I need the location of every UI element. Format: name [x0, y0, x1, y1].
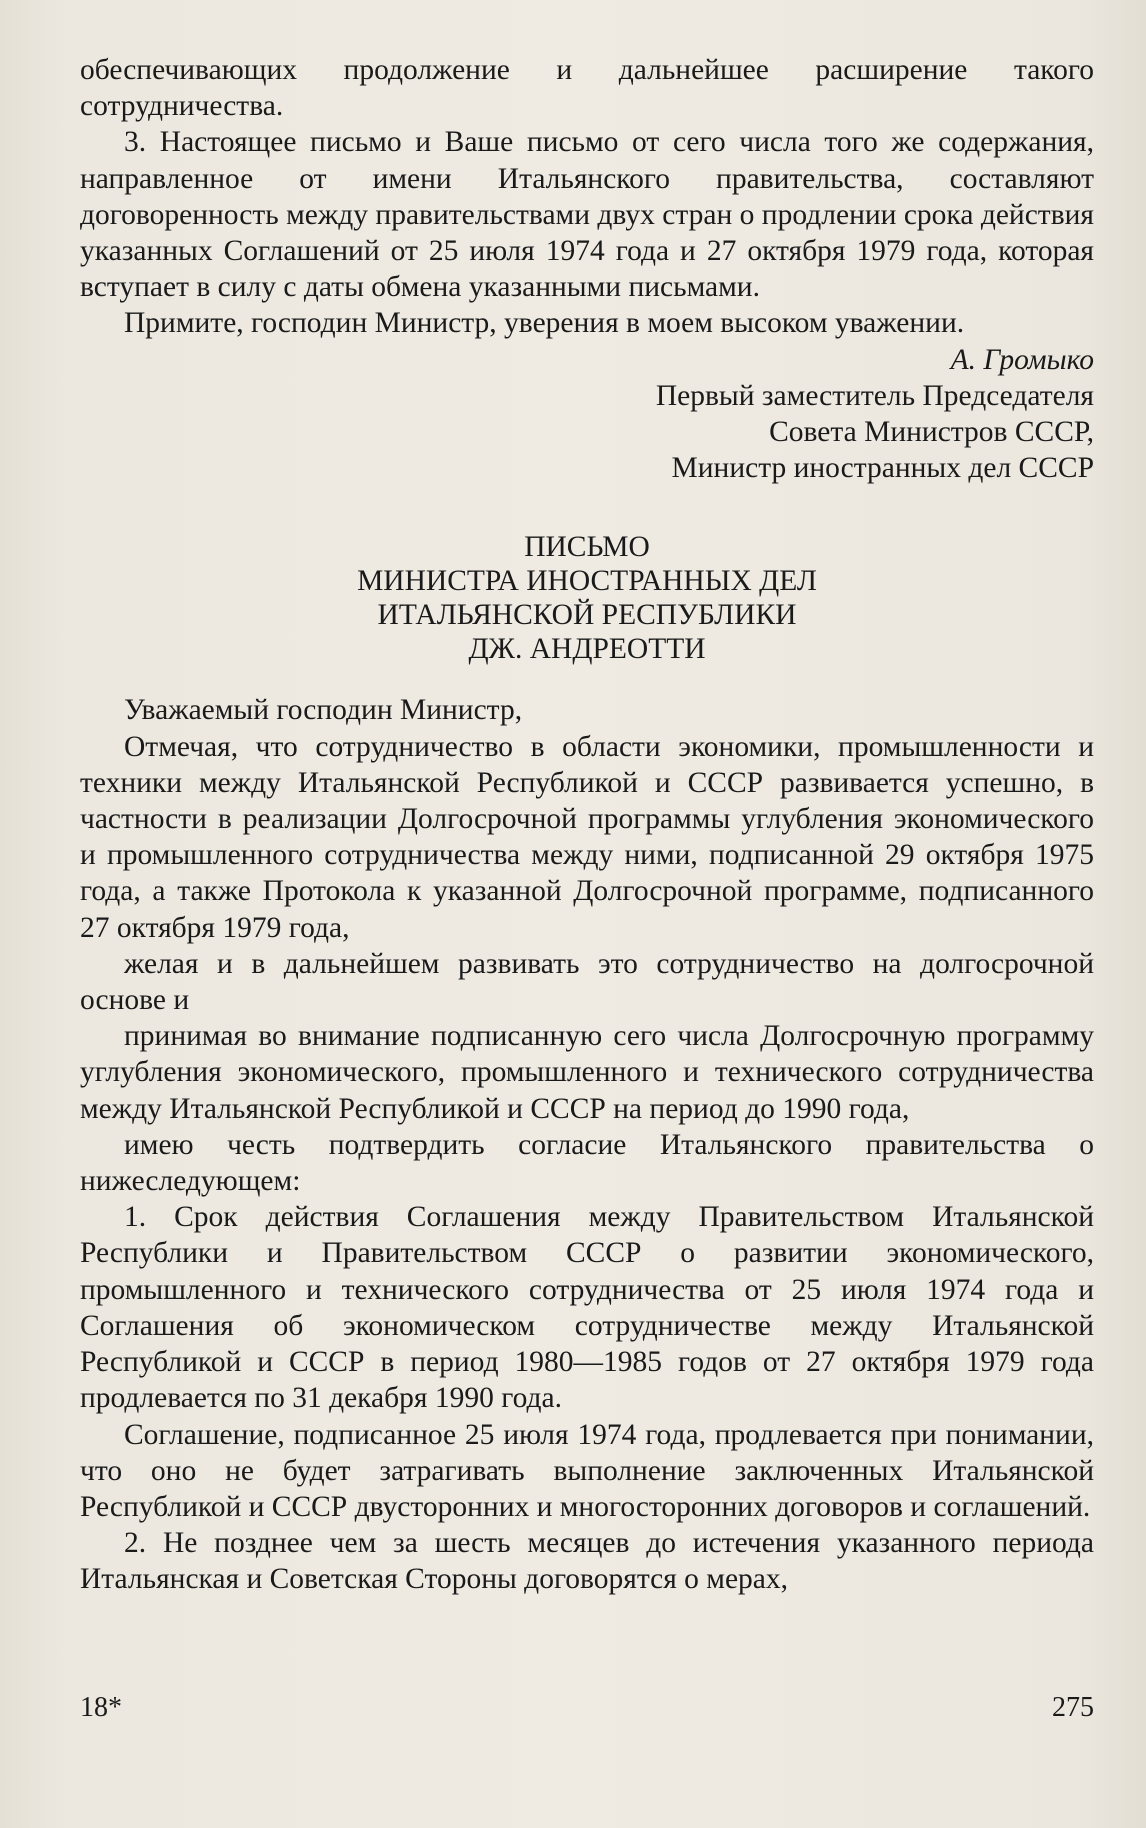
paragraph: Соглашение, подписанное 25 июля 1974 года, продлевается при понимании, что оно не будет затрагивать выполнение заключенных Итальянской Республикой и СССР двусторонних и многосторонних договоров и соглашений.	[80, 1418, 1094, 1523]
paragraph-closing: Примите, господин Министр, уверения в моем высоком уважении.	[124, 307, 965, 340]
paragraph: Отмечая, что сотрудничество в области экономики, промышленности и техники между Итальянской Республикой и СССР развивается успешно, в частности в реализации Долгосрочной программы углубления экономического и промышленного сотрудничества между ними, подписанной 29 октября 1975 года, а также Протокола к указанной Долгосрочной программе, подписанного 27 октября 1979 года,	[80, 730, 1094, 944]
signature-mark: 18*	[80, 1692, 122, 1723]
heading-line: ДЖ. АНДРЕОТТИ	[468, 633, 706, 666]
signature-title-line: Министр иностранных дел СССР	[671, 452, 1094, 485]
signature-title-line: Совета Министров СССР,	[769, 416, 1094, 449]
document-text	[80, 52, 1094, 1598]
paragraph-point-3: 3. Настоящее письмо и Ваше письмо от сего числа того же содержания, направленное от имени Итальянского правительства, составляют договоренность между правительствами двух стран о продлении срока действия указанных Соглашений от 25 июля 1974 года и 27 октября 1979 года, которая вступает в силу с даты обмена указанными письмами.	[80, 126, 1094, 304]
paragraph: имею честь подтвердить согласие Итальянского правительства о нижеследующем:	[80, 1128, 1094, 1198]
signature-title	[530, 378, 1094, 487]
letter-heading	[80, 530, 1094, 666]
paragraph: желая и в дальнейшем развивать это сотрудничество на долгосрочной основе и	[80, 947, 1094, 1017]
signature-name: А. Громыко	[950, 343, 1094, 376]
page-footer	[80, 1692, 1094, 1724]
paragraph: принимая во внимание подписанную сего числа Долгосрочную программу углубления экономического, промышленного и технического сотрудничества между Итальянской Республикой и СССР на период до 1990 года,	[80, 1020, 1094, 1125]
paragraph-point-2: 2. Не позднее чем за шесть месяцев до истечения указанного периода Итальянская и Советская Стороны договорятся о мерах,	[80, 1527, 1094, 1596]
paragraph-continuation: обеспечивающих продолжение и дальнейшее расширение такого сотрудничества.	[80, 54, 1094, 123]
page-number: 275	[1052, 1692, 1094, 1723]
heading-line: ПИСЬМО	[524, 531, 650, 564]
signature-title-line: Первый заместитель Председателя	[655, 379, 1094, 412]
heading-line: МИНИСТРА ИНОСТРАННЫХ ДЕЛ	[357, 565, 817, 598]
salutation: Уважаемый господин Министр,	[124, 694, 523, 727]
heading-line: ИТАЛЬЯНСКОЙ РЕСПУБЛИКИ	[377, 599, 797, 632]
paragraph-point-1: 1. Срок действия Соглашения между Правительством Итальянской Республики и Правительством СССР о развитии экономического, промышленного и технического сотрудничества от 25 июля 1974 года и Соглашения об экономическом сотрудничестве между Итальянской Республикой и СССР в период 1980—1985 годов от 27 октября 1979 года продлевается по 31 декабря 1990 года.	[80, 1201, 1094, 1415]
